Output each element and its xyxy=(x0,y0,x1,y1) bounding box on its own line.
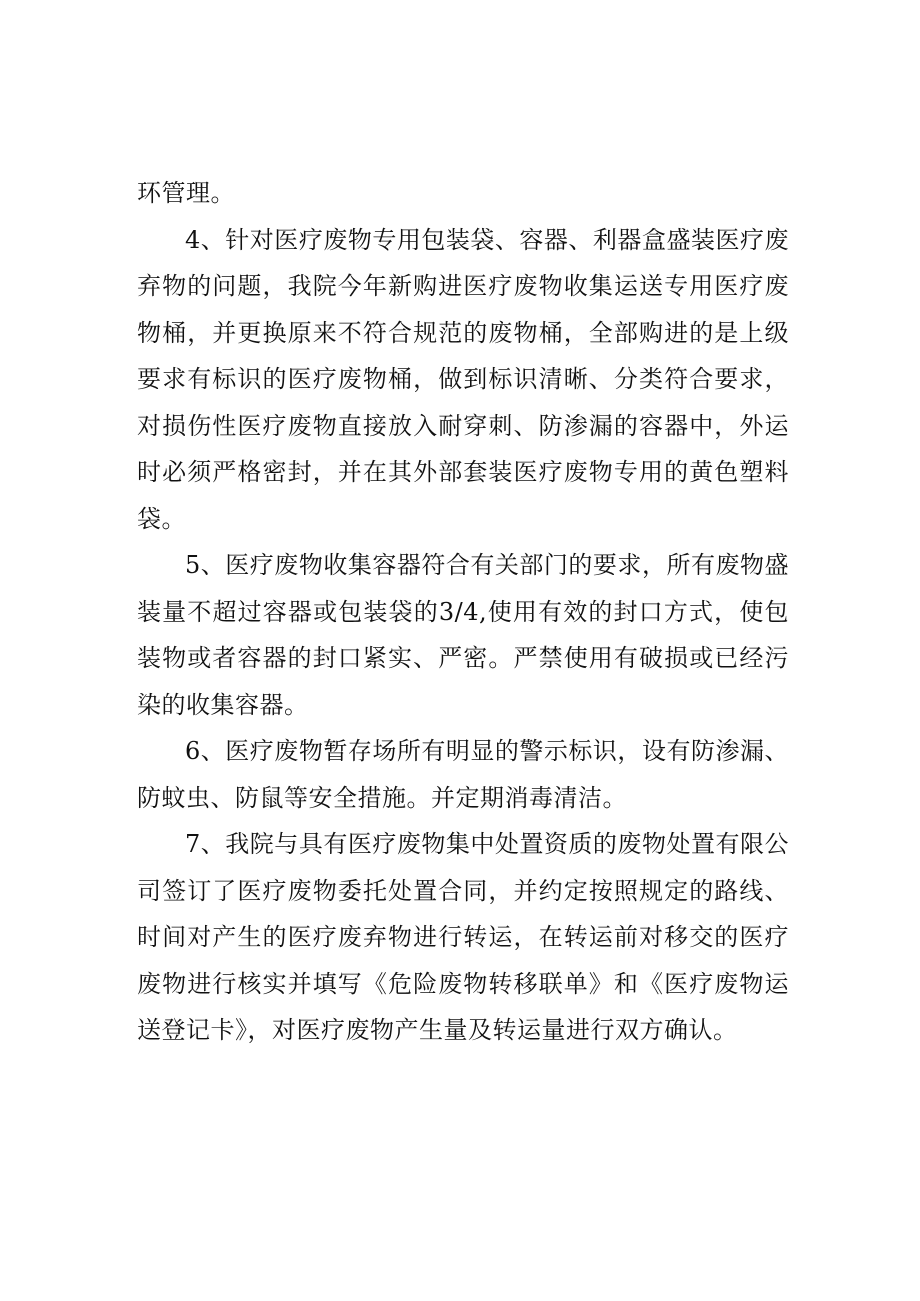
paragraph-item-4: 4、针对医疗废物专用包装袋、容器、利器盒盛装医疗废弃物的问题，我院今年新购进医疗废物收集运送专用医疗废物桶，并更换原来不符合规范的废物桶，全部购进的是上级要求有标识的医疗废物桶，做到标识清晰、分类符合要求，对损伤性医疗废物直接放入耐穿刺、防渗漏的容器中，外运时必须严格密封，并在其外部套装医疗废物专用的黄色塑料袋。 xyxy=(137,225,789,533)
paragraph-item-6: 6、医疗废物暂存场所有明显的警示标识，设有防渗漏、防蚊虫、防鼠等安全措施。并定期消毒清洁。 xyxy=(137,737,789,812)
document-body xyxy=(137,170,789,1054)
paragraph-continuation: 环管理。 xyxy=(137,179,235,207)
paragraph-item-7: 7、我院与具有医疗废物集中处置资质的废物处置有限公司签订了医疗废物委托处置合同，并约定按照规定的路线、时间对产生的医疗废弃物进行转运，在转运前对移交的医疗废物进行核实并填写《危险废物转移联单》和《医疗废物运送登记卡》，对医疗废物产生量及转运量进行双方确认。 xyxy=(137,830,789,1044)
paragraph-item-5: 5、医疗废物收集容器符合有关部门的要求，所有废物盛装量不超过容器或包装袋的3/4,使用有效的封口方式，使包装物或者容器的封口紧实、严密。严禁使用有破损或已经污染的收集容器。 xyxy=(137,551,789,719)
